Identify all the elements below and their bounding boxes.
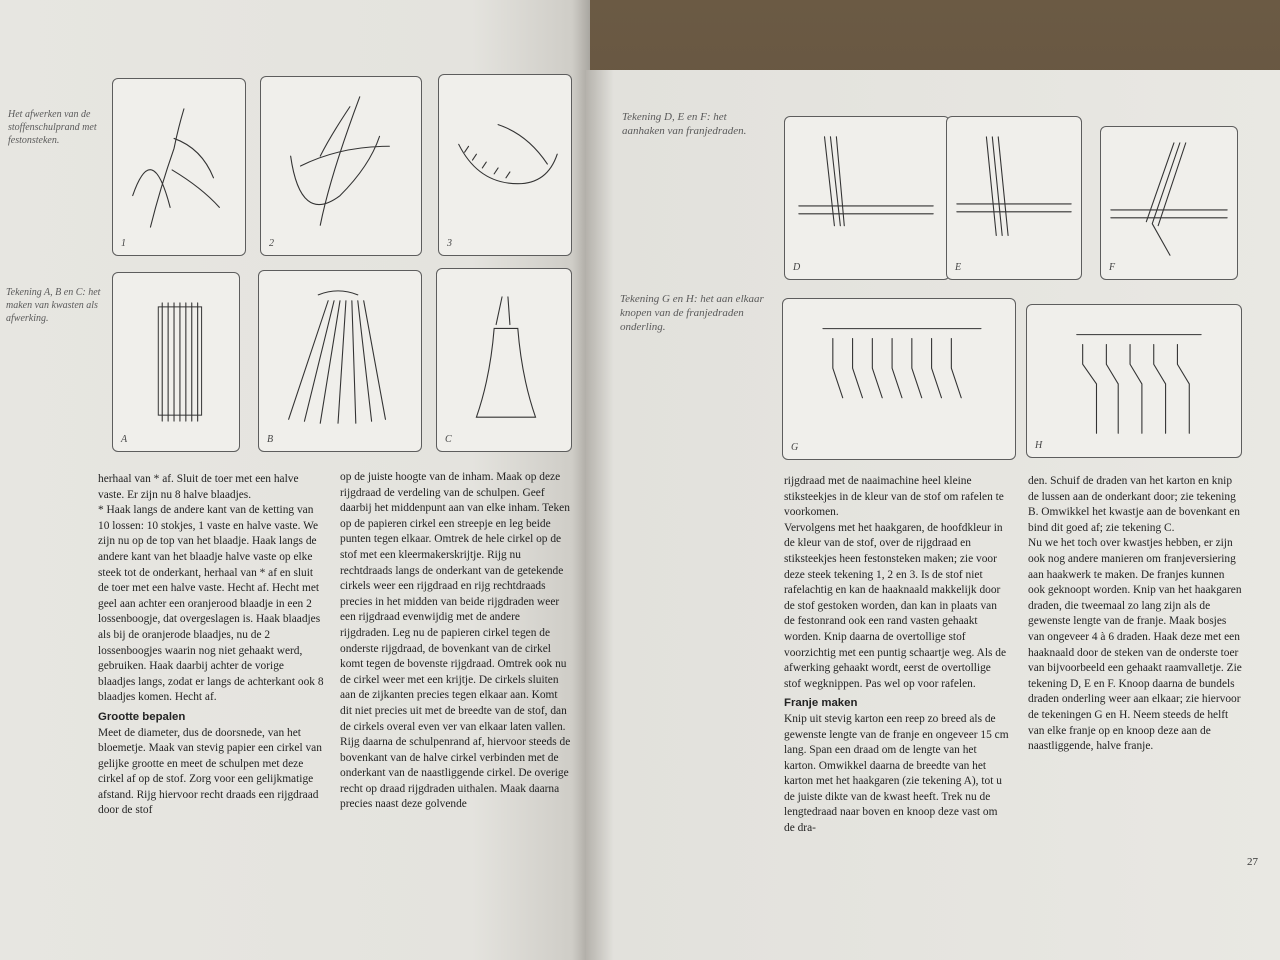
figure-H xyxy=(1026,304,1242,458)
figure-B xyxy=(258,270,422,452)
page-number: 27 xyxy=(1247,856,1258,868)
figure-1 xyxy=(112,78,246,256)
figure-label: 2 xyxy=(269,238,274,249)
figure-label: A xyxy=(121,434,128,445)
figure-label: F xyxy=(1109,262,1116,273)
figure-3 xyxy=(438,74,572,256)
right-page xyxy=(586,70,1280,960)
paragraph: herhaal van * af. Sluit de toer met een halve vaste. Er zijn nu 8 halve blaadjes. xyxy=(98,473,299,501)
figure-label: B xyxy=(267,434,274,445)
figure-label: 3 xyxy=(447,238,452,249)
paragraph: rijgdraad met de naaimachine heel kleine stiksteekjes in de kleur van de stof om rafelen te voorkomen. xyxy=(784,475,1004,519)
figure-label: E xyxy=(955,262,962,273)
section-heading: Grootte bepalen xyxy=(98,710,186,723)
text-column-left-1 xyxy=(98,472,324,819)
figure-caption-tassels: Tekening A, B en C: het maken van kwasten als afwerking. xyxy=(6,287,101,324)
figure-D xyxy=(784,116,950,280)
figure-2 xyxy=(260,76,422,256)
figure-A xyxy=(112,272,240,452)
figure-C xyxy=(436,268,572,452)
figure-caption-stitching: Het afwerken van de stoffenschulprand met festonsteken. xyxy=(8,109,97,146)
paragraph: den. Schuif de draden van het karton en knip de lussen aan de onderkant door; zie tekening B. Omwikkel het kwastje aan de bovenkant en bind dit goed af; zie tekening C. xyxy=(1028,475,1240,534)
figure-label: C xyxy=(445,434,452,445)
paragraph: Knip uit stevig karton een reep zo breed als de gewenste lengte van de franje en ongeveer 15 cm lang. Span een draad om de lengte van het karton. Omwikkel daarna de breedte van het karton met het haakgaren (zie tekening A), tot u de juiste dikte van de kwast heeft. Trek nu de lengtedraad naar boven en knoop deze vast om de dra- xyxy=(784,712,1009,835)
paragraph: * Haak langs de andere kant van de ketting van 10 lossen: 10 stokjes, 1 vaste en halve vaste. We zijn nu op de top van het blaadje. Haak langs de andere kant van het blaadje halve vaste op elke steek tot de onderkant, herhaal van * af en sluit de toer met een halve vaste. Hecht af. Hecht met geel aan achter een oranjerood blaadje in een 2 lossenboogje, dat overgeslagen is. Haak blaadjes als bij de oranjerode blaadjes, nu de 2 lossenboogjes waarin nog niet gehaakt werd, gebruiken. Haak daarbij achter de vorige blaadjes langs, zodat er langs de achterkant ook 8 blaadjes komen. Hecht af. xyxy=(98,504,324,704)
figure-label: D xyxy=(793,262,801,273)
text-column-left-2 xyxy=(340,470,572,813)
paragraph: Meet de diameter, dus de doorsnede, van het bloemetje. Maak van stevig papier een cirkel van gelijke grootte en meet de schulpen met deze cirkel af op de stof. Zorg voor een gelijkmatige afstand. Rijg hiervoor recht draads een rijgdraad door de stof xyxy=(98,726,322,817)
figure-label: H xyxy=(1035,440,1043,451)
paragraph: op de juiste hoogte van de inham. Maak op deze rijgdraad de verdeling van de schulpen. Geef daarbij het middenpunt aan van elke inham. Teken op de papieren cirkel een streepje en leg beide punten tegen elkaar. Omtrek de hele cirkel op de stof met een kleermakerskrijtje. Rijg nu rechtdraads langs de onderkant van de getekende cirkels weer een rijgdraad en rijg rechtdraads precies in het midden van beide rijgdraden weer een rijgdraad evenwijdig met de andere rijgdraden. Leg nu de papieren cirkel tegen de onderste rijgdraad, de bovenkant van de cirkel komt tegen de bovenste rijgdraad. Omtrek ook nu de cirkel weer met een krijtje. De cirkels sluiten aan de zijkanten precies tegen elkaar aan. Komt dit niet precies uit met de breedte van de stof, dan de cirkels overal even ver van elkaar laten vallen. Rijg daarna de schulpenrand af, hiervoor steeds de bovenkant van de halve cirkel verbinden met de onderkant van de naastliggende cirkel. De overige recht op draad rijgdraden uithalen. Maak daarna precies naast deze golvende xyxy=(340,471,571,811)
figure-G xyxy=(782,298,1016,460)
text-column-right-2 xyxy=(1028,474,1244,755)
figure-F xyxy=(1100,126,1238,280)
figure-caption-fringe-knot: Tekening G en H: het aan elkaar knopen van de franjedraden onderling. xyxy=(620,293,764,333)
section-heading: Franje maken xyxy=(784,697,858,710)
paragraph: Vervolgens met het haakgaren, de hoofdkleur in de kleur van de stof, over de rijgdraad en stiksteekjes heen festonsteken maken; zie voor deze steek tekening 1, 2 en 3. Is de stof niet rafelachtig en kan de haaknaald makkelijk door de stof gestoken worden, dan kan in plaats van de festonrand ook een rand vasten gehaakt worden. Knip daarna de overtollige stof voorzichtig met een puntig schaartje weg. Als de afwerking gehaakt wordt, eerst de overtollige stof wegknippen. Pas wel op voor rafelen. xyxy=(784,521,1007,690)
figure-label: G xyxy=(791,442,799,453)
left-page xyxy=(0,0,590,960)
text-column-right-1 xyxy=(784,474,1010,837)
figure-E xyxy=(946,116,1082,280)
paragraph: Nu we het toch over kwastjes hebben, er zijn ook nog andere manieren om franjeversiering aan haakwerk te maken. De franjes kunnen ook geknoopt worden. Knip van het haakgaren draden, die tweemaal zo lang zijn als de gewenste lengte van de franje. Maak bosjes van ongeveer 4 à 6 draden. Haak deze met een haaknaald door de steken van de onderste toer van bijvoorbeeld een gehaakt raamvalletje. Zie tekening D, E en F. Knoop daarna de bundels draden onderling weer aan elkaar; zie hiervoor de tekeningen G en H. Neem steeds de helft van elke franje op en knoop deze aan de naastliggende, halve franje. xyxy=(1028,537,1242,753)
figure-label: 1 xyxy=(121,238,126,249)
figure-caption-fringe-hook: Tekening D, E en F: het aanhaken van franjedraden. xyxy=(622,111,747,137)
